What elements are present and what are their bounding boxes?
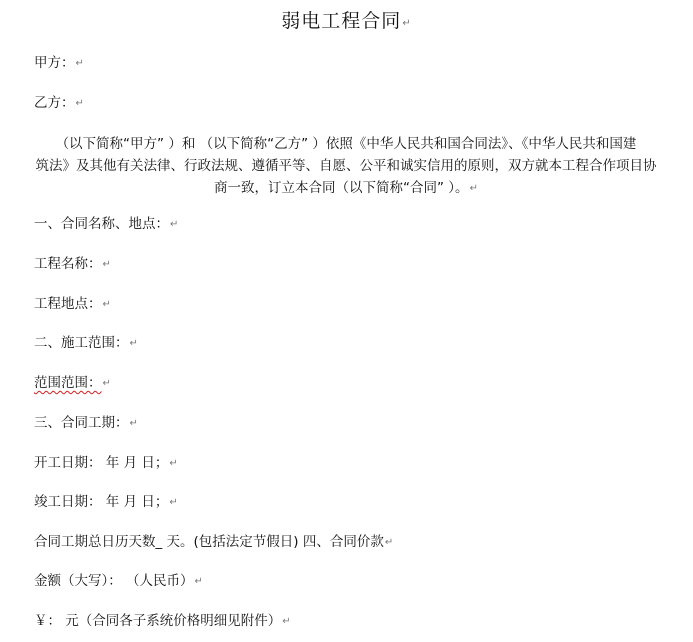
party-a-line	[34, 53, 84, 74]
amount-caps-line	[34, 571, 203, 592]
amount-yuan-line	[34, 611, 291, 632]
project-site-line	[34, 294, 111, 315]
section-1-heading	[34, 214, 178, 235]
amount-caps-text: 金额（大写）： （人民币）	[34, 573, 194, 589]
project-site-label: 工程地点：	[34, 296, 102, 312]
paragraph-mark-icon: ↵	[469, 183, 478, 194]
paragraph-mark-icon: ↵	[384, 537, 394, 548]
party-b-label: 乙方：	[34, 95, 75, 111]
section-3-text: 三、合同工期：	[34, 415, 129, 431]
paragraph-mark-icon: ↵	[282, 616, 291, 627]
duration-price-text: 合同工期总日历天数_ 天。(包括法定节假日) 四、合同价款	[34, 534, 384, 550]
party-a-label: 甲方：	[34, 55, 75, 71]
paragraph-mark-icon: ↵	[75, 98, 84, 109]
paragraph-mark-icon: ↵	[129, 418, 138, 429]
amount-yuan-text: ￥： 元（合同各子系统价格明细见附件）	[34, 613, 282, 629]
preamble-line-3-text: 商一致，订立本合同（以下简称“合同” ）。	[214, 180, 469, 196]
preamble-line-1: （以下简称“甲方” ）和 （以下简称“乙方” ）依照《中华人民共和国合同法》、《中华人民共和国建	[55, 136, 637, 152]
scope-line	[34, 373, 111, 394]
paragraph-mark-icon: ↵	[102, 259, 111, 270]
section-3-heading	[34, 413, 138, 434]
preamble-paragraph	[14, 133, 678, 200]
document-title	[0, 8, 693, 37]
section-1-text: 一、合同名称、地点：	[34, 216, 169, 232]
paragraph-mark-icon: ↵	[402, 18, 412, 29]
paragraph-mark-icon: ↵	[170, 219, 179, 230]
end-date-line	[34, 492, 178, 513]
paragraph-mark-icon: ↵	[169, 497, 178, 508]
scope-label: 范围范围：	[34, 375, 102, 391]
paragraph-mark-icon: ↵	[102, 378, 111, 389]
paragraph-mark-icon: ↵	[169, 458, 178, 469]
preamble-line-3	[14, 177, 678, 200]
start-date-text: 开工日期： 年 月 日；	[34, 455, 169, 471]
section-2-text: 二、施工范围：	[34, 335, 129, 351]
party-b-line	[34, 93, 84, 114]
end-date-text: 竣工日期： 年 月 日；	[34, 494, 169, 510]
preamble-line-2: 筑法》及其他有关法律、行政法规、遵循平等、自愿、公平和诚实信用的原则，双方就本工程合作项目协	[35, 158, 657, 174]
paragraph-mark-icon: ↵	[194, 576, 203, 587]
duration-price-line	[34, 532, 393, 553]
title-text: 弱电工程合同	[281, 10, 402, 32]
paragraph-mark-icon: ↵	[75, 58, 84, 69]
section-2-heading	[34, 333, 138, 354]
start-date-line	[34, 453, 178, 474]
paragraph-mark-icon: ↵	[129, 338, 138, 349]
project-name-line	[34, 254, 111, 275]
project-name-label: 工程名称：	[34, 256, 102, 272]
paragraph-mark-icon: ↵	[102, 299, 111, 310]
